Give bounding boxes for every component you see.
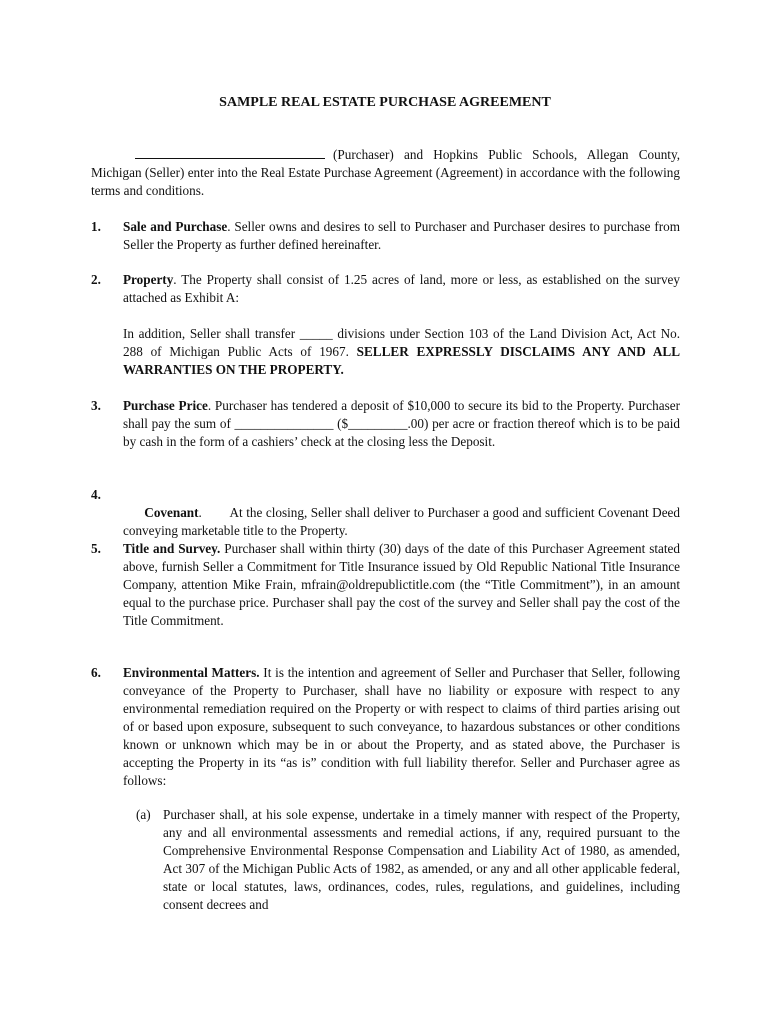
section-heading: Purchase Price <box>123 398 208 413</box>
section-heading: Environmental Matters. <box>123 665 260 680</box>
section-text: . At the closing, Seller shall deliver to Purchaser a good and sufficient Covenant Deed conveying marketable title to the Property. <box>123 505 684 538</box>
divisions-text: In addition, Seller shall transfer _____ divisions under Section 103 of the Land Division Act, Act No. 288 of Michigan Public Acts of 1967. <box>123 326 680 359</box>
intro-paragraph <box>91 146 680 200</box>
section-text: Purchaser shall within thirty (30) days of the date of this Purchaser Agreement stated above, furnish Seller a Commitment for Title Insurance issued by Old Republic National Title Insurance Company, attention Mike Frain, mfrain@oldrepublictitle.com (the “Title Commitment”), in an amount equal to the purchase price. Purchaser shall pay the cost of the survey and Seller shall pay the cost of the Title Commitment. <box>123 541 680 628</box>
subsection-text: Purchaser shall, at his sole expense, undertake in a timely manner with respect of the Property, any and all environmental assessments and remedial actions, if any, required pursuant to the Comprehensive Environmental Response Compensation and Liability Act of 1980, as amended, Act 307 of the Michigan Public Acts of 1982, as amended, or any and all other applicable federal, state or local statutes, laws, ordinances, codes, rules, regulations, and guidelines, including consent decrees and <box>163 807 680 912</box>
section-1 <box>91 218 680 254</box>
section-number: 4. <box>91 487 101 502</box>
section-number: 3. <box>91 398 101 413</box>
section-3 <box>91 397 680 451</box>
section-number: 5. <box>91 541 101 556</box>
disclaimer-text: SELLER EXPRESSLY DISCLAIMS ANY AND ALL WARRANTIES ON THE PROPERTY. <box>123 344 680 377</box>
section-2-paragraph-2 <box>123 325 680 379</box>
section-number: 6. <box>91 665 101 680</box>
section-2 <box>91 271 680 379</box>
subsection-a <box>136 806 680 914</box>
purchaser-name-blank <box>135 146 325 159</box>
section-5 <box>91 540 680 630</box>
section-heading: Title and Survey. <box>123 541 221 556</box>
intro-text: (Purchaser) and Hopkins Public Schools, Allegan County, Michigan (Seller) enter into the Real Estate Purchase Agreement (Agreement) in accordance with the following terms and conditions. <box>91 147 680 198</box>
document-title: SAMPLE REAL ESTATE PURCHASE AGREEMENT <box>219 95 551 110</box>
section-number: 2. <box>91 272 101 287</box>
section-text: . The Property shall consist of 1.25 acres of land, more or less, as established on the survey attached as Exhibit A: <box>123 272 680 305</box>
section-6 <box>91 664 680 790</box>
section-text: . Seller owns and desires to sell to Purchaser and Purchaser desires to purchase from Seller the Property as further defined hereinafter. <box>123 219 680 252</box>
section-text: It is the intention and agreement of Seller and Purchaser that Seller, following conveyance of the Property to Purchaser, shall have no liability or exposure with respect to any environmental remediation required on the Property or with respect to claims of third parties arising out of or based upon exposure, subsequent to such conveyance, to hazardous substances or other conditions known or unknown which may be in or about the Property, and as stated above, the Purchaser is accepting the Property in its “as is” condition with full liability therefor. Seller and Purchaser agree as follows: <box>123 665 680 788</box>
section-text: . Purchaser has tendered a deposit of $10,000 to secure its bid to the Property. Purchaser shall pay the sum of _______________ ($_________.00) per acre or fraction thereof which is to be paid by cash in the form of a cashiers’ check at the closing less the Deposit. <box>123 398 680 449</box>
section-number: 1. <box>91 219 101 234</box>
section-heading: Covenant <box>144 505 199 520</box>
section-heading: Sale and Purchase <box>123 219 228 234</box>
section-heading: Property <box>123 272 174 287</box>
subsection-label: (a) <box>136 807 151 822</box>
